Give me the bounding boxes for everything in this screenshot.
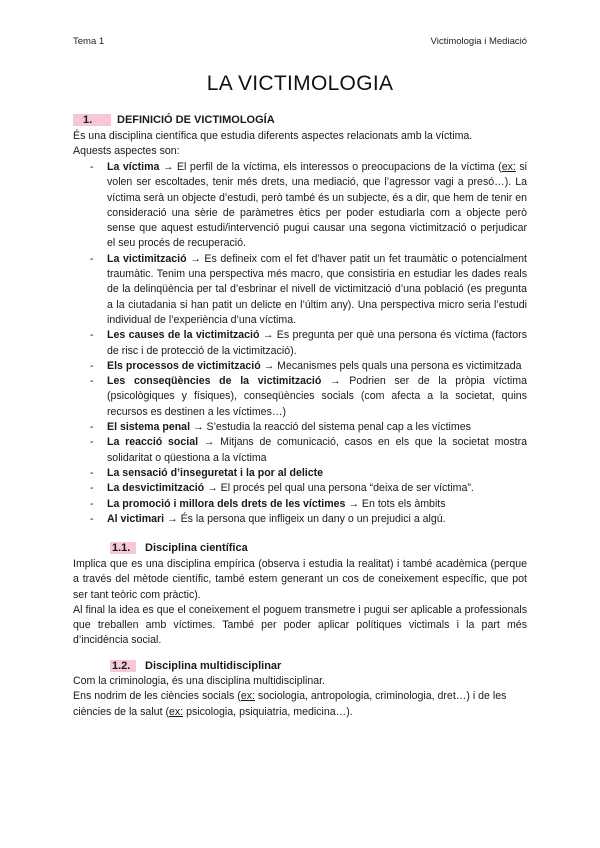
section-1-intro bbox=[73, 129, 527, 160]
section-1-2-title: Disciplina multidisciplinar bbox=[145, 660, 282, 672]
page-title: LA VICTIMOLOGIA bbox=[206, 72, 394, 95]
section-1-heading bbox=[73, 114, 275, 126]
list-item: - Les conseqüències de la victimització → Podrien ser de la pròpia víctima (psicològiques y físiques), conseqüències socials (com afecta a la societat, quins recursos es destinen a les víctimes…) bbox=[90, 375, 527, 418]
list-item: - La promoció i millora dels drets de les víctimes → En tots els àmbits bbox=[90, 497, 446, 510]
list-item: - La víctima → El perfil de la víctima, els interessos o preocupacions de la víctima (ex: si volen ser escoltades, tenir més drets, una mediació, que l’agressor vagi a presó…). La víctima serà un objecte d’estudi, però també és un subjecte, és a dir, que hem de tenir en consideració una sèrie de paràmetres ètics per poder estudiarla com a objecte però sense que aquest estudi/intervenció pugui causar una segona victimització o perjudicar el seu procés de recuperació. bbox=[90, 161, 527, 250]
list-item: - Al victimari → És la persona que infligeix un dany o un prejudici a algú. bbox=[90, 512, 446, 525]
list-item: - La desvictimització → El procés pel qual una persona “deixa de ser víctima”. bbox=[90, 482, 474, 495]
section-1-2-number: 1.2. bbox=[110, 660, 136, 672]
section-1-2-body bbox=[73, 674, 527, 720]
header-right: Victimologia i Mediació bbox=[430, 36, 527, 47]
list-item: - La sensació d’inseguretat i la por al delicte bbox=[90, 466, 324, 479]
paragraph: Ens nodrim de les ciències socials (ex: sociologia, antropologia, criminologia, dret…) i de les ciències de la salut (ex: psicologia, psiquiatria, medicina…). bbox=[73, 690, 507, 718]
paragraph: Al final la idea es que el coneixement el poguem transmetre i pugui ser aplicable a professionals que treballen amb víctimes. També per poder aplicar polítiques victimals i la part més d’incidència social. bbox=[73, 603, 527, 647]
intro-line: Aquests aspectes son: bbox=[73, 145, 180, 158]
header-left: Tema 1 bbox=[73, 36, 105, 47]
list-item: - Les causes de la victimització → Es pregunta per què una persona és víctima (factors de risc i de protecció de la victimització). bbox=[90, 329, 527, 357]
section-1-1-title: Disciplina científica bbox=[145, 542, 248, 554]
list-item: - La victimització → Es defineix com el fet d’haver patit un fet traumàtic o potencialment traumàtic. Tenim una perspectiva més macro, que consistiria en estudiar les dades reals de la delinqüència per tal d’esbrinar el nivell de victimització d’una població (es pregunta a la ciutadania si han patit un delicte en l’últim any). Una perspectiva micro seria l’estudi individual de l’experiència d’una víctima. bbox=[90, 252, 528, 326]
section-1-1-number: 1.1. bbox=[110, 542, 136, 554]
list-item: - La reacció social → Mitjans de comunicació, casos en els que la societat mostra solidaritat o qüestiona a la víctima bbox=[90, 436, 527, 464]
intro-line: És una disciplina científica que estudia diferents aspectes relacionats amb la víctima. bbox=[73, 130, 473, 142]
list-item: - Els processos de victimització → Mecanismes pels quals una persona es victimitzada bbox=[90, 359, 522, 372]
paragraph: Implica que es una disciplina empírica (observa i estudia la realitat) i també acadèmica (perque a través del mètode científic, també estem generant un cos de coneixement específic, que pot ser tant teòric com pràctic). bbox=[73, 558, 527, 601]
paragraph: Com la criminologia, és una disciplina multidisciplinar. bbox=[73, 675, 326, 687]
section-1-2-heading bbox=[110, 660, 281, 672]
aspects-list bbox=[90, 160, 527, 527]
section-1-number: 1. bbox=[73, 114, 111, 126]
section-1-title: DEFINICIÓ DE VICTIMOLOGÍA bbox=[117, 114, 275, 126]
section-1-1-heading bbox=[110, 542, 248, 554]
list-item: - El sistema penal → S’estudia la reacció del sistema penal cap a les víctimes bbox=[90, 421, 471, 434]
section-1-1-body bbox=[73, 557, 527, 649]
